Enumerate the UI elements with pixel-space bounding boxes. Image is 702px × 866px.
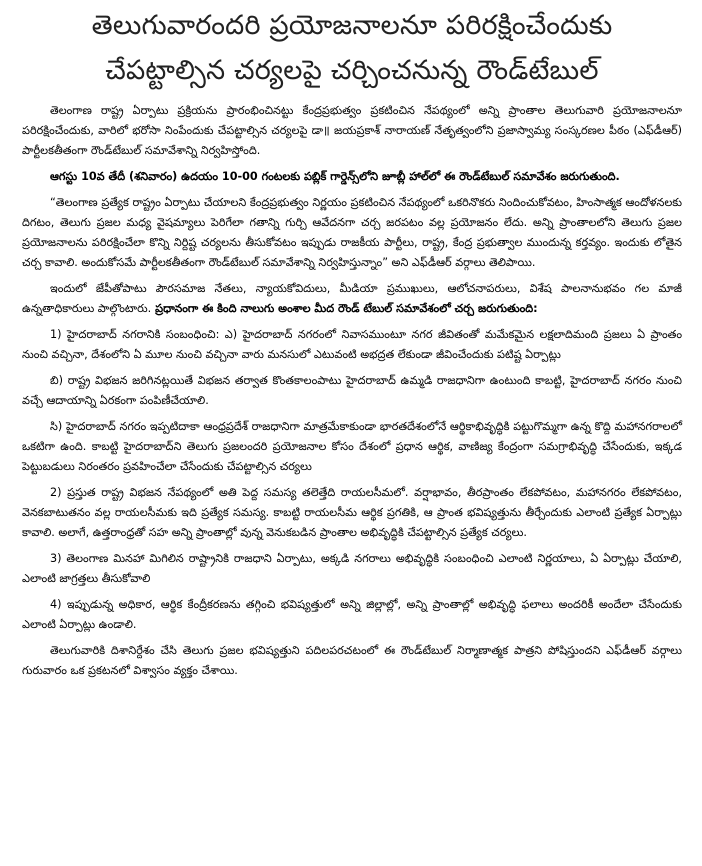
quote-paragraph: “తెలంగాణ ప్రత్యేక రాష్ట్రం ఏర్పాటు చేయాలని కేంద్రప్రభుత్వం నిర్ణయం ప్రకటించిన నేపథ్యంలో ఒకరినొకరు నిందించుకోవటం, హింసాత్మక ఆందోళనలకు దిగటం, తెలుగు ప్రజల మధ్య వైషమ్యాలు పెరిగేలా గతాన్ని గుర్చి ఆవేదనగా చర్చ జరపటం వల్ల ప్రయోజనం లేదు. అన్ని ప్రాంతాలలోని తెలుగు ప్రజల ప్రయోజనాలను పరిరక్షించేలా కొన్ని నిర్దిష్ట చర్యలను తీసుకోవటం ఇప్పుడు రాజకీయ పార్టీలు, రాష్ట్ర, కేంద్ర ప్రభుత్వాల ముందున్న కర్తవ్యం. ఇందుకు లోతైన చర్చ కావాలి. అందుకోసమే పార్టీలకతీతంగా రౌండ్‌టేబుల్ సమావేశాన్ని నిర్వహిస్తున్నాం” అని ఎఫ్‌డీఆర్ వర్గాలు తెలిపాయి. — [22, 196, 682, 269]
closing-paragraph: తెలుగువారికి దిశానిర్దేశం చేసి తెలుగు ప్రజల భవిష్యత్తుని పదిలపరచటంలో ఈ రౌండ్‌టేబుల్ నిర్మాణాత్మక పాత్రని పోషిస్తుందని ఎఫ్‌డీఆర్ వర్గాలు గురువారం ఒక ప్రకటనలో విశ్వాసం వ్యక్తం చేశాయి. — [22, 644, 682, 677]
agenda-item-1c: సి) హైదరాబాద్ నగరం ఇప్పటిదాకా ఆంధ్రప్రదేశ్ రాజధానిగా మాత్రమేకాకుండా భారతదేశంలోనే ఆర్థికాభివృద్ధికి పట్టుగొమ్మగా ఉన్న కొద్ది మహానగరాలలో ఒకటిగా ఉంది. కాబట్టి హైదరాబాద్‌ని తెలుగు ప్రజలందరి ప్రయోజనాల కోసం దేశంలో ప్రధాన ఆర్థిక, వాణిజ్య కేంద్రంగా సమగ్రాభివృద్ధి చేసేందుకు, ఇక్కడ పెట్టుబడులు నిరంతరం ప్రవహించేలా చేసేందుకు చేపట్టాల్సిన చర్యలు — [22, 420, 682, 473]
headline-line-2: చేపట్టాల్సిన చర్యలపై చర్చించనున్న రౌండ్‌టేబుల్ — [105, 55, 599, 86]
agenda-item-1b: బి) రాష్ట్ర విభజన జరిగినట్లయితే విభజన తర్వాత కొంతకాలంపాటు హైదరాబాద్ ఉమ్మడి రాజధానిగా ఉంటుంది కాబట్టి, హైదరాబాద్ నగరం నుంచి వచ్చే ఆదాయాన్ని ఏరకంగా పంపిణీచేయాలి. — [22, 374, 682, 407]
date-notice-paragraph: ఆగస్టు 10వ తేదీ (శనివారం) ఉదయం 10-00 గంటలకు పబ్లిక్ గార్డెన్స్‌లోని జూబ్లీ హాల్‌లో ఈ రౌండ్‌టేబుల్ సమావేశం జరుగుతుంది. — [50, 170, 620, 183]
participants-paragraph — [22, 279, 682, 319]
agenda-intro-text: ప్రధానంగా ఈ కింది నాలుగు అంశాల మీద రౌండ్ టేబుల్ సమావేశంలో చర్చ జరుగుతుంది: — [151, 302, 538, 315]
agenda-item-1a: 1) హైదరాబాద్ నగరానికి సంబంధించి: ఎ) హైదరాబాద్ నగరంలో నివాసముంటూ నగర జీవితంతో మమేకమైన లక్షలాదిమంది ప్రజలు ఏ ప్రాంతం నుంచి వచ్చినా, దేశంలోని ఏ మూల నుంచి వచ్చినా వారు మనసులో ఎటువంటి అభద్రత లేకుండా జీవించేందుకు పటిష్ట ఏర్పాట్లు — [22, 328, 682, 361]
article-body — [22, 101, 682, 681]
headline-line-1: తెలుగువారందరి ప్రయోజనాలనూ పరిరక్షించేందుకు — [91, 10, 613, 41]
headline — [22, 0, 682, 93]
agenda-item-2: 2) ప్రస్తుత రాష్ట్ర విభజన నేపథ్యంలో అతి పెద్ద సమస్య తలెత్తేది రాయలసీమలో. వర్షాభావం, తీరప్రాంతం లేకపోవటం, మహానగరం లేకపోవటం, వెనకబాటుతనం వల్ల రాయలసీమకు ఇది ప్రత్యేక సమస్య. కాబట్టి రాయలసీమ ఆర్థిక ప్రగతికి, ఆ ప్రాంత భవిష్యత్తును తీర్చేందుకు ఎలాంటి ప్రత్యేక ఏర్పాట్లు కావాలి. అలాగే, ఉత్తరాంధ్రతో సహ అన్ని ప్రాంతాల్లో వున్న వెనుకబడిన ప్రాంతాల అభివృద్ధికి చేపట్టాల్సిన ప్రత్యేక చర్యలు. — [22, 486, 682, 539]
intro-paragraph: తెలంగాణ రాష్ట్ర ఏర్పాటు ప్రక్రియను ప్రారంభించినట్టు కేంద్రప్రభుత్వం ప్రకటించిన నేపథ్యంలో అన్ని ప్రాంతాల తెలుగువారి ప్రయోజనాలనూ పరిరక్షించేందుకు, వారిలో భరోసా నింపేందుకు చేపట్టాల్సిన చర్యలపై డా॥ జయప్రకాశ్ నారాయణ్ నేతృత్వంలోని ప్రజాస్వామ్య సంస్కరణల పీఠం (ఎఫ్‌డీఆర్) పార్టీలకతీతంగా రౌండ్‌టేబుల్ సమావేశాన్ని నిర్వహిస్తోంది. — [22, 104, 682, 157]
agenda-item-3: 3) తెలంగాణ మినహా మిగిలిన రాష్ట్రానికి రాజధాని ఏర్పాటు, అక్కడి నగరాలు అభివృద్ధికి సంబంధించి ఎలాంటి నిర్ణయాలు, ఏ ఏర్పాట్లు చేయాలి, ఎలాంటి జాగ్రత్తలు తీసుకోవాలి — [22, 552, 682, 585]
agenda-item-4: 4) ఇప్పుడున్న అధికార, ఆర్థిక కేంద్రీకరణను తగ్గించి భవిష్యత్తులో అన్ని జిల్లాల్లో, అన్ని ప్రాంతాల్లో అభివృద్ధి ఫలాలు అందరికీ అందేలా చేసేందుకు ఎలాంటి ఏర్పాట్లు ఉండాలి. — [22, 598, 682, 631]
participants-text: ఇందులో జేపీతోపాటు పౌరసమాజ నేతలు, న్యాయకోవిదులు, మీడియా ప్రముఖులు, ఆలోచనాపరులు, విశేష పాలనానుభవం గల మాజీ ఉన్నతాధికారులు పాల్గొంటారు. — [22, 282, 682, 315]
